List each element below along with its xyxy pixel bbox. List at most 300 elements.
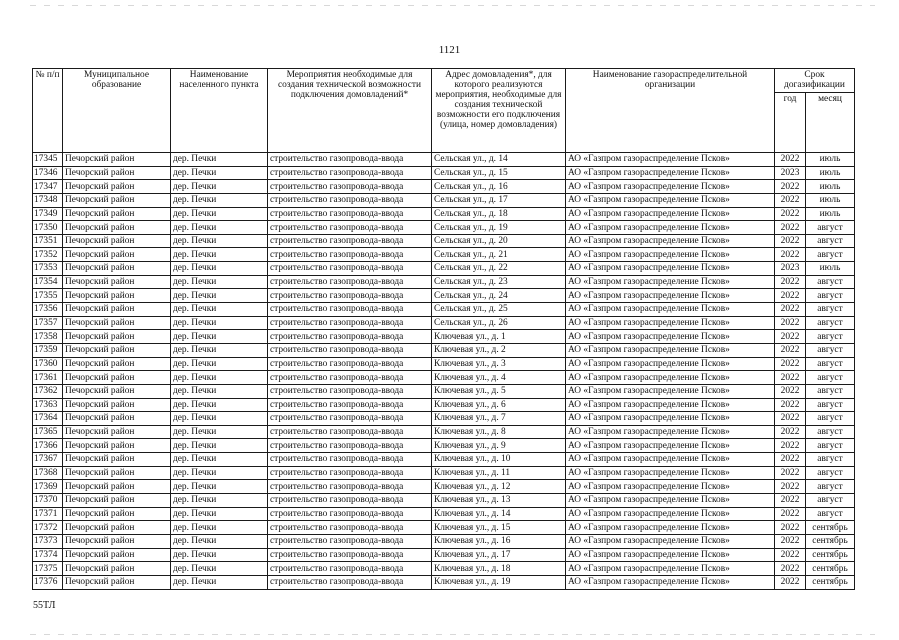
table-row xyxy=(33,357,855,371)
cell-year: 2022 xyxy=(775,384,806,398)
cell-org: АО «Газпром газораспределение Псков» xyxy=(566,343,775,357)
cell-municipality: Печорский район xyxy=(63,453,171,467)
cell-year: 2022 xyxy=(775,507,806,521)
cell-month: август xyxy=(806,439,855,453)
cell-address: Сельская ул., д. 20 xyxy=(432,234,566,248)
cell-locality: дер. Печки xyxy=(171,534,268,548)
cell-org: АО «Газпром газораспределение Псков» xyxy=(566,234,775,248)
table-header xyxy=(33,69,855,153)
cell-month: август xyxy=(806,248,855,262)
cell-org: АО «Газпром газораспределение Псков» xyxy=(566,289,775,303)
cell-address: Сельская ул., д. 24 xyxy=(432,289,566,303)
cell-year: 2022 xyxy=(775,534,806,548)
cell-measures: строительство газопровода-ввода xyxy=(268,412,432,426)
cell-org: АО «Газпром газораспределение Псков» xyxy=(566,303,775,317)
cell-org: АО «Газпром газораспределение Псков» xyxy=(566,248,775,262)
cell-locality: дер. Печки xyxy=(171,166,268,180)
cell-locality: дер. Печки xyxy=(171,289,268,303)
cell-address: Ключевая ул., д. 2 xyxy=(432,343,566,357)
cell-address: Сельская ул., д. 22 xyxy=(432,262,566,276)
cell-locality: дер. Печки xyxy=(171,384,268,398)
cell-measures: строительство газопровода-ввода xyxy=(268,357,432,371)
table-row xyxy=(33,262,855,276)
cell-num: 17350 xyxy=(33,221,63,235)
cell-num: 17348 xyxy=(33,193,63,207)
table-row xyxy=(33,221,855,235)
cell-locality: дер. Печки xyxy=(171,439,268,453)
cell-municipality: Печорский район xyxy=(63,425,171,439)
cell-month: июль xyxy=(806,207,855,221)
cell-num: 17352 xyxy=(33,248,63,262)
table-row xyxy=(33,234,855,248)
cell-locality: дер. Печки xyxy=(171,466,268,480)
cell-org: АО «Газпром газораспределение Псков» xyxy=(566,562,775,576)
cell-address: Ключевая ул., д. 4 xyxy=(432,371,566,385)
cell-year: 2022 xyxy=(775,425,806,439)
cell-municipality: Печорский район xyxy=(63,371,171,385)
cell-locality: дер. Печки xyxy=(171,262,268,276)
cell-month: июль xyxy=(806,180,855,194)
cell-org: АО «Газпром газораспределение Псков» xyxy=(566,166,775,180)
cell-measures: строительство газопровода-ввода xyxy=(268,575,432,589)
cell-municipality: Печорский район xyxy=(63,466,171,480)
cell-address: Сельская ул., д. 19 xyxy=(432,221,566,235)
cell-address: Сельская ул., д. 21 xyxy=(432,248,566,262)
cell-num: 17371 xyxy=(33,507,63,521)
cell-num: 17357 xyxy=(33,316,63,330)
cell-municipality: Печорский район xyxy=(63,398,171,412)
cell-address: Ключевая ул., д. 15 xyxy=(432,521,566,535)
cell-org: АО «Газпром газораспределение Псков» xyxy=(566,180,775,194)
cell-municipality: Печорский район xyxy=(63,166,171,180)
cell-measures: строительство газопровода-ввода xyxy=(268,548,432,562)
cell-num: 17360 xyxy=(33,357,63,371)
cell-locality: дер. Печки xyxy=(171,575,268,589)
cell-municipality: Печорский район xyxy=(63,275,171,289)
cell-address: Ключевая ул., д. 13 xyxy=(432,494,566,508)
cell-locality: дер. Печки xyxy=(171,343,268,357)
table-row xyxy=(33,303,855,317)
header-measures: Мероприятия необходимые для создания технической возможности подключения домовладений* xyxy=(268,69,432,153)
cell-year: 2022 xyxy=(775,575,806,589)
cell-municipality: Печорский район xyxy=(63,289,171,303)
cell-measures: строительство газопровода-ввода xyxy=(268,507,432,521)
scan-artifact-bottom xyxy=(30,634,875,635)
cell-org: АО «Газпром газораспределение Псков» xyxy=(566,398,775,412)
cell-month: август xyxy=(806,371,855,385)
cell-measures: строительство газопровода-ввода xyxy=(268,248,432,262)
cell-measures: строительство газопровода-ввода xyxy=(268,343,432,357)
cell-municipality: Печорский район xyxy=(63,221,171,235)
cell-year: 2022 xyxy=(775,371,806,385)
cell-year: 2022 xyxy=(775,248,806,262)
table-row xyxy=(33,343,855,357)
table-body xyxy=(33,153,855,590)
cell-measures: строительство газопровода-ввода xyxy=(268,303,432,317)
cell-address: Сельская ул., д. 23 xyxy=(432,275,566,289)
cell-month: август xyxy=(806,357,855,371)
cell-year: 2023 xyxy=(775,262,806,276)
cell-num: 17345 xyxy=(33,153,63,167)
cell-address: Ключевая ул., д. 19 xyxy=(432,575,566,589)
cell-measures: строительство газопровода-ввода xyxy=(268,562,432,576)
cell-locality: дер. Печки xyxy=(171,153,268,167)
cell-municipality: Печорский район xyxy=(63,548,171,562)
cell-locality: дер. Печки xyxy=(171,234,268,248)
table-row xyxy=(33,248,855,262)
cell-month: июль xyxy=(806,166,855,180)
cell-month: август xyxy=(806,466,855,480)
cell-measures: строительство газопровода-ввода xyxy=(268,398,432,412)
cell-year: 2022 xyxy=(775,521,806,535)
cell-org: АО «Газпром газораспределение Псков» xyxy=(566,221,775,235)
cell-address: Сельская ул., д. 16 xyxy=(432,180,566,194)
header-org: Наименование газораспределительной организации xyxy=(566,69,775,153)
cell-address: Ключевая ул., д. 9 xyxy=(432,439,566,453)
table-row xyxy=(33,412,855,426)
cell-num: 17370 xyxy=(33,494,63,508)
cell-org: АО «Газпром газораспределение Псков» xyxy=(566,357,775,371)
cell-month: август xyxy=(806,275,855,289)
cell-num: 17347 xyxy=(33,180,63,194)
cell-month: август xyxy=(806,398,855,412)
table-row xyxy=(33,453,855,467)
cell-num: 17359 xyxy=(33,343,63,357)
cell-org: АО «Газпром газораспределение Псков» xyxy=(566,316,775,330)
cell-org: АО «Газпром газораспределение Псков» xyxy=(566,425,775,439)
cell-num: 17367 xyxy=(33,453,63,467)
cell-year: 2022 xyxy=(775,480,806,494)
cell-address: Сельская ул., д. 15 xyxy=(432,166,566,180)
footer-code: 55ТЛ xyxy=(33,600,56,611)
cell-municipality: Печорский район xyxy=(63,207,171,221)
cell-year: 2022 xyxy=(775,548,806,562)
table-row xyxy=(33,153,855,167)
cell-year: 2022 xyxy=(775,357,806,371)
cell-num: 17358 xyxy=(33,330,63,344)
cell-measures: строительство газопровода-ввода xyxy=(268,384,432,398)
cell-locality: дер. Печки xyxy=(171,193,268,207)
table-row xyxy=(33,384,855,398)
cell-municipality: Печорский район xyxy=(63,357,171,371)
cell-num: 17369 xyxy=(33,480,63,494)
cell-measures: строительство газопровода-ввода xyxy=(268,289,432,303)
cell-address: Ключевая ул., д. 14 xyxy=(432,507,566,521)
cell-org: АО «Газпром газораспределение Псков» xyxy=(566,262,775,276)
cell-num: 17375 xyxy=(33,562,63,576)
cell-measures: строительство газопровода-ввода xyxy=(268,425,432,439)
cell-org: АО «Газпром газораспределение Псков» xyxy=(566,330,775,344)
cell-measures: строительство газопровода-ввода xyxy=(268,480,432,494)
table-row xyxy=(33,166,855,180)
scan-artifact-top xyxy=(30,5,875,6)
cell-month: август xyxy=(806,343,855,357)
cell-year: 2022 xyxy=(775,153,806,167)
header-year: год xyxy=(775,93,806,153)
cell-month: август xyxy=(806,412,855,426)
cell-measures: строительство газопровода-ввода xyxy=(268,207,432,221)
header-month: месяц xyxy=(806,93,855,153)
cell-num: 17349 xyxy=(33,207,63,221)
cell-month: июль xyxy=(806,153,855,167)
cell-measures: строительство газопровода-ввода xyxy=(268,439,432,453)
cell-address: Ключевая ул., д. 3 xyxy=(432,357,566,371)
header-num: № п/п xyxy=(33,69,63,153)
cell-measures: строительство газопровода-ввода xyxy=(268,521,432,535)
cell-org: АО «Газпром газораспределение Псков» xyxy=(566,207,775,221)
cell-month: август xyxy=(806,303,855,317)
page-number: 1121 xyxy=(438,44,461,56)
cell-municipality: Печорский район xyxy=(63,480,171,494)
cell-measures: строительство газопровода-ввода xyxy=(268,534,432,548)
table-row xyxy=(33,575,855,589)
cell-month: август xyxy=(806,234,855,248)
table-row xyxy=(33,289,855,303)
cell-org: АО «Газпром газораспределение Псков» xyxy=(566,384,775,398)
cell-year: 2022 xyxy=(775,234,806,248)
table-row xyxy=(33,534,855,548)
cell-municipality: Печорский район xyxy=(63,507,171,521)
cell-year: 2022 xyxy=(775,562,806,576)
cell-address: Ключевая ул., д. 16 xyxy=(432,534,566,548)
cell-org: АО «Газпром газораспределение Псков» xyxy=(566,412,775,426)
cell-year: 2022 xyxy=(775,412,806,426)
cell-municipality: Печорский район xyxy=(63,521,171,535)
cell-locality: дер. Печки xyxy=(171,425,268,439)
cell-address: Ключевая ул., д. 7 xyxy=(432,412,566,426)
cell-num: 17368 xyxy=(33,466,63,480)
cell-org: АО «Газпром газораспределение Псков» xyxy=(566,480,775,494)
cell-locality: дер. Печки xyxy=(171,494,268,508)
cell-year: 2022 xyxy=(775,303,806,317)
cell-org: АО «Газпром газораспределение Псков» xyxy=(566,193,775,207)
cell-measures: строительство газопровода-ввода xyxy=(268,494,432,508)
cell-municipality: Печорский район xyxy=(63,248,171,262)
cell-num: 17353 xyxy=(33,262,63,276)
cell-year: 2022 xyxy=(775,221,806,235)
cell-num: 17372 xyxy=(33,521,63,535)
cell-month: июль xyxy=(806,262,855,276)
cell-year: 2022 xyxy=(775,207,806,221)
cell-num: 17361 xyxy=(33,371,63,385)
cell-locality: дер. Печки xyxy=(171,371,268,385)
cell-month: август xyxy=(806,453,855,467)
gasification-table xyxy=(32,68,855,590)
cell-year: 2022 xyxy=(775,330,806,344)
table-row xyxy=(33,275,855,289)
cell-locality: дер. Печки xyxy=(171,398,268,412)
cell-locality: дер. Печки xyxy=(171,180,268,194)
cell-num: 17351 xyxy=(33,234,63,248)
table-row xyxy=(33,398,855,412)
cell-num: 17362 xyxy=(33,384,63,398)
cell-year: 2022 xyxy=(775,193,806,207)
table-row xyxy=(33,439,855,453)
cell-municipality: Печорский район xyxy=(63,180,171,194)
cell-year: 2022 xyxy=(775,289,806,303)
cell-municipality: Печорский район xyxy=(63,303,171,317)
cell-org: АО «Газпром газораспределение Псков» xyxy=(566,548,775,562)
cell-measures: строительство газопровода-ввода xyxy=(268,466,432,480)
cell-address: Ключевая ул., д. 11 xyxy=(432,466,566,480)
cell-measures: строительство газопровода-ввода xyxy=(268,180,432,194)
cell-measures: строительство газопровода-ввода xyxy=(268,371,432,385)
cell-year: 2022 xyxy=(775,453,806,467)
cell-year: 2022 xyxy=(775,466,806,480)
header-municipality: Муниципальное образование xyxy=(63,69,171,153)
cell-locality: дер. Печки xyxy=(171,248,268,262)
cell-address: Ключевая ул., д. 5 xyxy=(432,384,566,398)
cell-address: Ключевая ул., д. 18 xyxy=(432,562,566,576)
cell-month: август xyxy=(806,289,855,303)
table-row xyxy=(33,371,855,385)
cell-municipality: Печорский район xyxy=(63,494,171,508)
table-row xyxy=(33,480,855,494)
cell-month: сентябрь xyxy=(806,548,855,562)
table-row xyxy=(33,507,855,521)
cell-month: сентябрь xyxy=(806,521,855,535)
cell-locality: дер. Печки xyxy=(171,453,268,467)
cell-org: АО «Газпром газораспределение Псков» xyxy=(566,453,775,467)
cell-municipality: Печорский район xyxy=(63,534,171,548)
cell-num: 17366 xyxy=(33,439,63,453)
table-row xyxy=(33,521,855,535)
cell-address: Ключевая ул., д. 10 xyxy=(432,453,566,467)
cell-municipality: Печорский район xyxy=(63,575,171,589)
cell-address: Сельская ул., д. 14 xyxy=(432,153,566,167)
cell-org: АО «Газпром газораспределение Псков» xyxy=(566,371,775,385)
cell-month: август xyxy=(806,316,855,330)
cell-municipality: Печорский район xyxy=(63,330,171,344)
cell-org: АО «Газпром газораспределение Псков» xyxy=(566,494,775,508)
cell-num: 17363 xyxy=(33,398,63,412)
cell-year: 2023 xyxy=(775,166,806,180)
cell-municipality: Печорский район xyxy=(63,193,171,207)
cell-locality: дер. Печки xyxy=(171,303,268,317)
cell-locality: дер. Печки xyxy=(171,521,268,535)
table-row xyxy=(33,180,855,194)
cell-measures: строительство газопровода-ввода xyxy=(268,453,432,467)
cell-month: август xyxy=(806,480,855,494)
cell-locality: дер. Печки xyxy=(171,221,268,235)
table-row xyxy=(33,425,855,439)
cell-month: сентябрь xyxy=(806,575,855,589)
cell-measures: строительство газопровода-ввода xyxy=(268,166,432,180)
cell-locality: дер. Печки xyxy=(171,330,268,344)
header-term: Срок догазификации xyxy=(775,69,855,93)
cell-num: 17355 xyxy=(33,289,63,303)
cell-month: август xyxy=(806,384,855,398)
cell-measures: строительство газопровода-ввода xyxy=(268,316,432,330)
cell-address: Ключевая ул., д. 17 xyxy=(432,548,566,562)
cell-org: АО «Газпром газораспределение Псков» xyxy=(566,275,775,289)
cell-locality: дер. Печки xyxy=(171,357,268,371)
table-row xyxy=(33,466,855,480)
cell-municipality: Печорский район xyxy=(63,562,171,576)
cell-address: Ключевая ул., д. 1 xyxy=(432,330,566,344)
cell-num: 17373 xyxy=(33,534,63,548)
cell-measures: строительство газопровода-ввода xyxy=(268,275,432,289)
cell-year: 2022 xyxy=(775,439,806,453)
cell-num: 17365 xyxy=(33,425,63,439)
cell-year: 2022 xyxy=(775,316,806,330)
header-address: Адрес домовладения*, для которого реализуются мероприятия, необходимые для создания технической возможности его подключения (улица, номер домовладения) xyxy=(432,69,566,153)
header-locality: Наименование населенного пункта xyxy=(171,69,268,153)
cell-locality: дер. Печки xyxy=(171,562,268,576)
cell-year: 2022 xyxy=(775,343,806,357)
cell-year: 2022 xyxy=(775,398,806,412)
cell-month: август xyxy=(806,425,855,439)
cell-month: август xyxy=(806,494,855,508)
cell-address: Сельская ул., д. 26 xyxy=(432,316,566,330)
cell-locality: дер. Печки xyxy=(171,275,268,289)
cell-month: август xyxy=(806,221,855,235)
cell-municipality: Печорский район xyxy=(63,234,171,248)
table-row xyxy=(33,207,855,221)
cell-address: Ключевая ул., д. 8 xyxy=(432,425,566,439)
cell-locality: дер. Печки xyxy=(171,207,268,221)
cell-org: АО «Газпром газораспределение Псков» xyxy=(566,439,775,453)
cell-month: август xyxy=(806,507,855,521)
cell-org: АО «Газпром газораспределение Псков» xyxy=(566,575,775,589)
table-row xyxy=(33,193,855,207)
cell-municipality: Печорский район xyxy=(63,153,171,167)
cell-measures: строительство газопровода-ввода xyxy=(268,262,432,276)
cell-address: Ключевая ул., д. 12 xyxy=(432,480,566,494)
cell-municipality: Печорский район xyxy=(63,343,171,357)
cell-locality: дер. Печки xyxy=(171,507,268,521)
cell-municipality: Печорский район xyxy=(63,412,171,426)
cell-num: 17356 xyxy=(33,303,63,317)
cell-locality: дер. Печки xyxy=(171,316,268,330)
cell-address: Сельская ул., д. 18 xyxy=(432,207,566,221)
cell-address: Сельская ул., д. 25 xyxy=(432,303,566,317)
cell-month: сентябрь xyxy=(806,562,855,576)
cell-year: 2022 xyxy=(775,275,806,289)
cell-measures: строительство газопровода-ввода xyxy=(268,234,432,248)
cell-municipality: Печорский район xyxy=(63,439,171,453)
cell-num: 17374 xyxy=(33,548,63,562)
cell-locality: дер. Печки xyxy=(171,548,268,562)
cell-measures: строительство газопровода-ввода xyxy=(268,153,432,167)
cell-address: Сельская ул., д. 17 xyxy=(432,193,566,207)
cell-address: Ключевая ул., д. 6 xyxy=(432,398,566,412)
cell-locality: дер. Печки xyxy=(171,480,268,494)
cell-month: сентябрь xyxy=(806,534,855,548)
cell-num: 17354 xyxy=(33,275,63,289)
cell-measures: строительство газопровода-ввода xyxy=(268,330,432,344)
cell-org: АО «Газпром газораспределение Псков» xyxy=(566,466,775,480)
cell-locality: дер. Печки xyxy=(171,412,268,426)
cell-org: АО «Газпром газораспределение Псков» xyxy=(566,507,775,521)
cell-month: август xyxy=(806,330,855,344)
cell-month: июль xyxy=(806,193,855,207)
cell-municipality: Печорский район xyxy=(63,316,171,330)
cell-org: АО «Газпром газораспределение Псков» xyxy=(566,153,775,167)
cell-num: 17364 xyxy=(33,412,63,426)
cell-org: АО «Газпром газораспределение Псков» xyxy=(566,534,775,548)
cell-org: АО «Газпром газораспределение Псков» xyxy=(566,521,775,535)
cell-year: 2022 xyxy=(775,494,806,508)
cell-num: 17376 xyxy=(33,575,63,589)
cell-measures: строительство газопровода-ввода xyxy=(268,221,432,235)
table-row xyxy=(33,548,855,562)
table-row xyxy=(33,494,855,508)
table-row xyxy=(33,330,855,344)
cell-municipality: Печорский район xyxy=(63,384,171,398)
cell-num: 17346 xyxy=(33,166,63,180)
cell-year: 2022 xyxy=(775,180,806,194)
